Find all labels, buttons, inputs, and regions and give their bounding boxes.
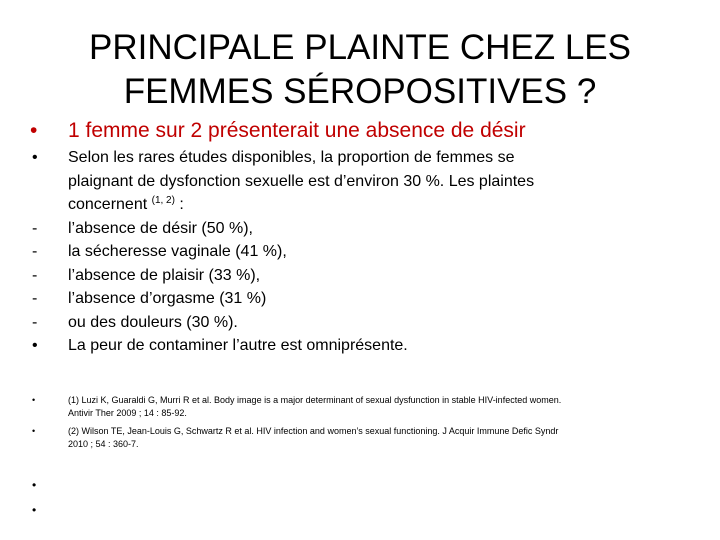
slide-title-line-1: PRINCIPALE PLAINTE CHEZ LES — [88, 28, 631, 67]
empty-bullet-icon: • — [32, 503, 37, 517]
intro-line-1: Selon les rares études disponibles, la proportion de femmes se — [68, 149, 515, 166]
empty-bullet-icon: • — [32, 478, 37, 492]
list-item — [32, 217, 692, 241]
intro-line-3-prefix: concernent — [68, 196, 152, 213]
bullet-icon: • — [30, 119, 38, 142]
reference-line-1: (2) Wilson TE, Jean-Louis G, Schwartz R et al. HIV infection and women’s sexual functioning. J Acquir Immune Defic Syndr — [68, 426, 559, 436]
highlight-statement — [30, 118, 526, 144]
intro-line-3 — [68, 193, 692, 217]
list-item-text: ou des douleurs (30 %). — [68, 313, 238, 331]
list-item-text: l’absence d’orgasme (31 %) — [68, 290, 267, 307]
list-item — [32, 240, 692, 264]
list-item-text: la sécheresse vaginale (41 %), — [68, 243, 287, 260]
dash-marker: - — [32, 219, 38, 237]
reference-item — [32, 394, 682, 419]
list-item — [32, 311, 692, 335]
bullet-list — [32, 146, 692, 358]
list-item — [32, 334, 692, 358]
dash-marker: - — [32, 290, 38, 307]
intro-line-2: plaignant de dysfonction sexuelle est d’environ 30 %. Les plaintes — [68, 172, 535, 190]
slide-title-line-2: FEMMES SÉROPOSITIVES ? — [123, 72, 597, 111]
slide-title — [0, 26, 720, 114]
list-item-text: l’absence de désir (50 %), — [68, 219, 253, 237]
intro-line-3-suffix: : — [174, 196, 184, 213]
reference-line-1: (1) Luzi K, Guaraldi G, Murri R et al. Body image is a major determinant of sexual dysfunction in stable HIV-infected women. — [68, 395, 562, 405]
reference-line-2: 2010 ; 54 : 360-7. — [68, 438, 139, 449]
highlight-text: 1 femme sur 2 présenterait une absence de désir — [68, 119, 526, 142]
bullet-icon: • — [32, 426, 36, 436]
reference-superscript: (1, 2) — [151, 195, 175, 206]
dash-marker: - — [32, 243, 38, 260]
list-item — [32, 287, 692, 311]
intro-paragraph — [32, 146, 692, 217]
dash-marker: - — [32, 313, 38, 331]
bullet-icon: • — [32, 395, 36, 405]
list-item-text: La peur de contaminer l’autre est omniprésente. — [68, 337, 408, 354]
dash-marker: - — [32, 266, 38, 284]
reference-line-2: Antivir Ther 2009 ; 14 : 85-92. — [68, 407, 187, 418]
list-item-text: l’absence de plaisir (33 %), — [68, 266, 261, 284]
list-item — [32, 264, 692, 288]
bullet-icon: • — [32, 149, 38, 166]
references — [32, 394, 682, 456]
bullet-icon: • — [32, 337, 38, 354]
reference-item — [32, 425, 682, 450]
